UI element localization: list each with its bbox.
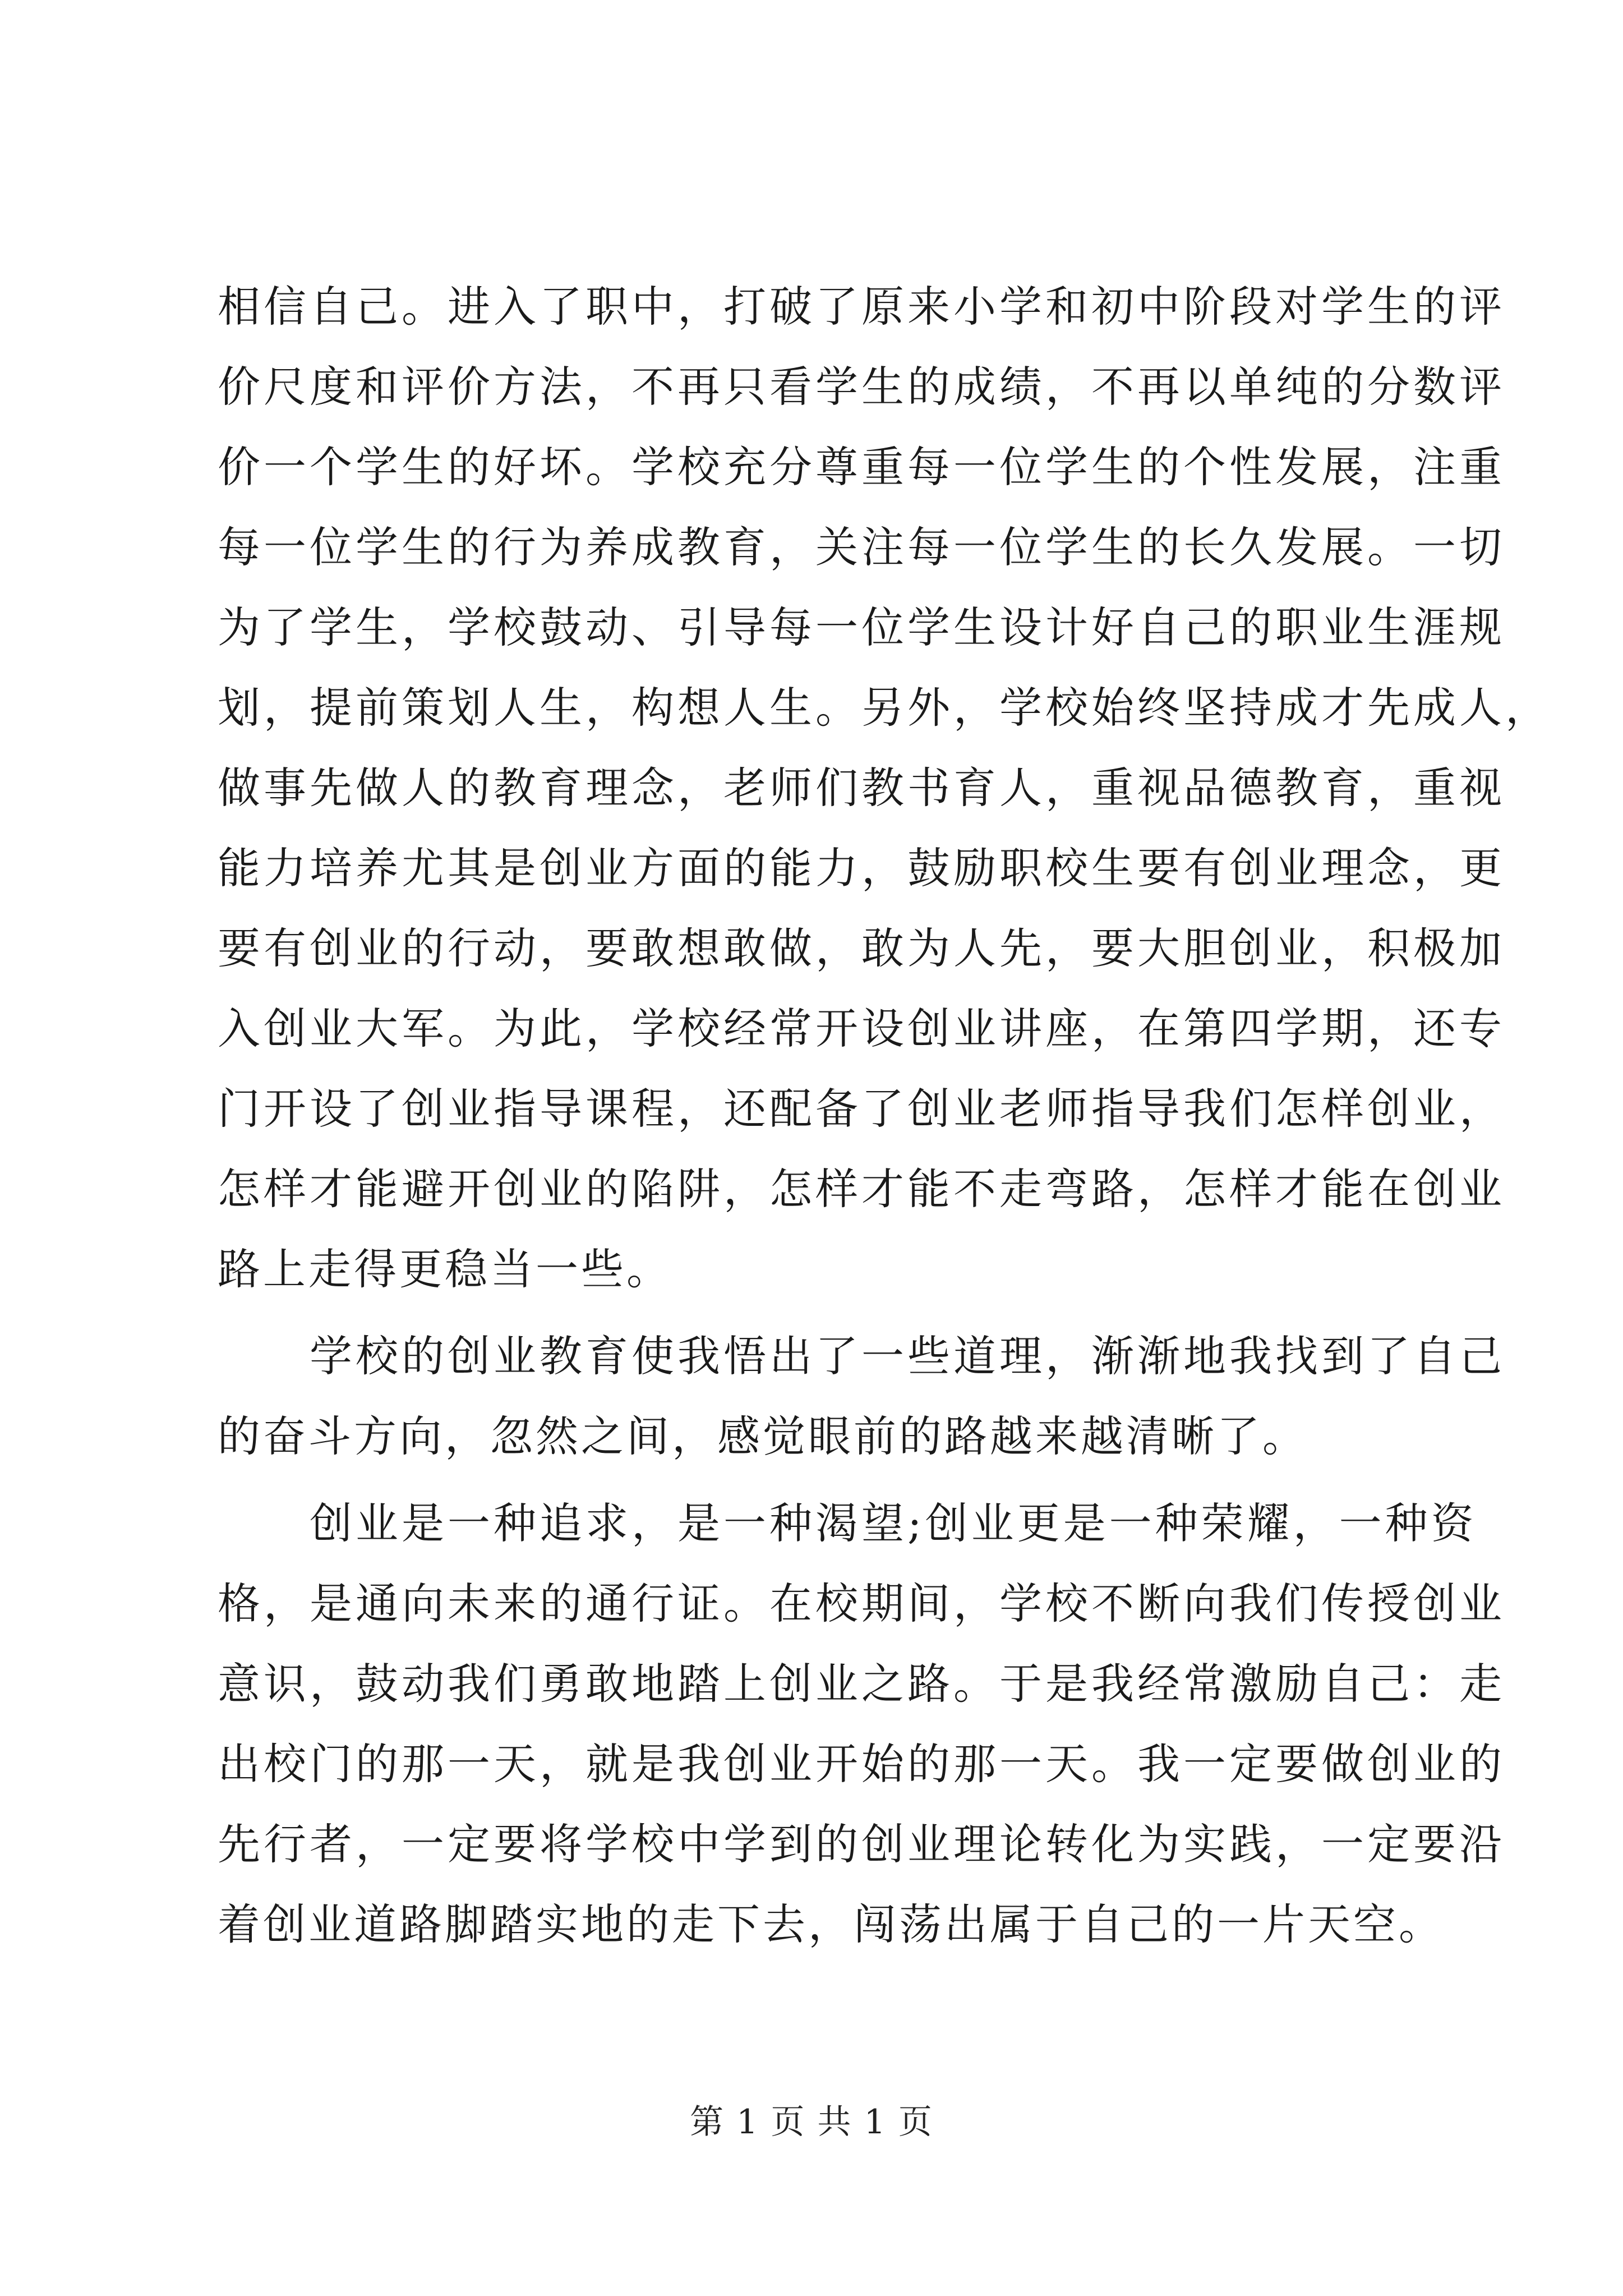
paragraph-gap [218, 1309, 1418, 1316]
text-line: 格，是通向未来的通行证。在校期间，学校不断向我们传授创业 [218, 1579, 1505, 1628]
text-line: 价一个学生的好坏。学校充分尊重每一位学生的个性发展，注重 [218, 442, 1505, 492]
text-line: 相信自己。进入了职中，打破了原来小学和初中阶段对学生的评 [218, 282, 1505, 332]
text-line: 为了学生，学校鼓动、引导每一位学生设计好自己的职业生涯规 [218, 602, 1505, 652]
text-line: 路上走得更稳当一些。 [218, 1244, 672, 1294]
text-line: 学校的创业教育使我悟出了一些道理，渐渐地我找到了自己 [218, 1331, 1505, 1381]
text-line: 入创业大军。为此，学校经常开设创业讲座，在第四学期，还专 [218, 1004, 1505, 1053]
page-number-label: 第 1 页 共 1 页 [690, 2102, 933, 2142]
text-line: 的奋斗方向，忽然之间，感觉眼前的路越来越清晰了。 [218, 1411, 1308, 1461]
text-line: 要有创业的行动，要敢想敢做，敢为人先，要大胆创业，积极加 [218, 923, 1505, 973]
text-line: 着创业道路脚踏实地的走下去，闯荡出属于自己的一片天空。 [218, 1899, 1444, 1949]
document-body [218, 266, 1551, 1964]
text-line: 每一位学生的行为养成教育，关注每一位学生的长久发展。一切 [218, 522, 1505, 572]
text-line: 门开设了创业指导课程，还配备了创业老师指导我们怎样创业， [218, 1084, 1505, 1134]
text-line: 意识，鼓动我们勇敢地踏上创业之路。于是我经常激励自己：走 [218, 1659, 1505, 1709]
text-line: 能力培养尤其是创业方面的能力，鼓励职校生要有创业理念，更 [218, 843, 1505, 893]
text-line: 出校门的那一天，就是我创业开始的那一天。我一定要做创业的 [218, 1739, 1505, 1789]
text-line: 做事先做人的教育理念，老师们教书育人，重视品德教育，重视 [218, 763, 1505, 813]
text-line: 划，提前策划人生，构想人生。另外，学校始终坚持成才先成人， [218, 683, 1551, 733]
text-line: 先行者，一定要将学校中学到的创业理论转化为实践，一定要沿 [218, 1819, 1505, 1869]
page-footer [0, 2095, 1623, 2143]
text-line: 价尺度和评价方法，不再只看学生的成绩，不再以单纯的分数评 [218, 362, 1505, 412]
text-line: 创业是一种追求，是一种渴望;创业更是一种荣耀，一种资 [218, 1498, 1477, 1548]
paragraph-gap [218, 1476, 1418, 1483]
text-line: 怎样才能避开创业的陷阱，怎样才能不走弯路，怎样才能在创业 [218, 1164, 1505, 1214]
